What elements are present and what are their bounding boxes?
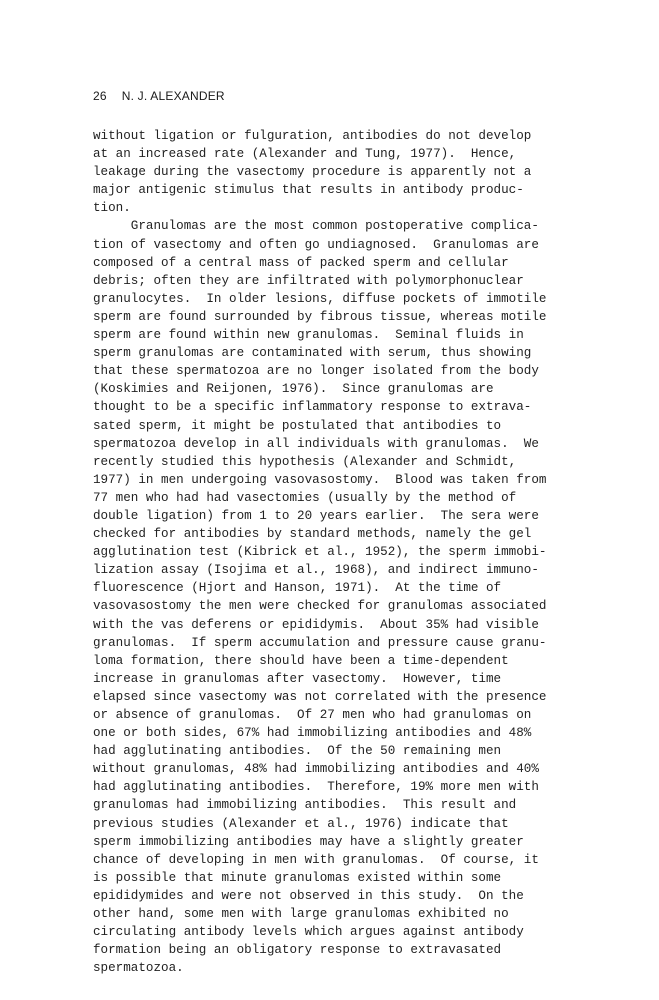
text-line: 77 men who had had vasectomies (usually by the method of — [93, 490, 517, 505]
paragraph — [93, 127, 653, 217]
text-line: formation being an obligatory response to extravasated — [93, 943, 502, 958]
text-line: thought to be a specific inflammatory response to extrava- — [93, 400, 532, 415]
text-line: checked for antibodies by standard methods, namely the gel — [93, 527, 532, 542]
text-line: Granulomas are the most common postoperative complica- — [93, 219, 539, 234]
text-line: (Koskimies and Reijonen, 1976). Since granulomas are — [93, 382, 494, 397]
text-line: tion. — [93, 201, 131, 216]
text-line: increase in granulomas after vasectomy. However, time — [93, 671, 502, 686]
text-line: fluorescence (Hjort and Hanson, 1971). At the time of — [93, 581, 502, 596]
page-number: 26 — [93, 89, 107, 103]
text-line: at an increased rate (Alexander and Tung, 1977). Hence, — [93, 147, 517, 162]
text-line: or absence of granulomas. Of 27 men who had granulomas on — [93, 708, 532, 722]
text-line: debris; often they are infiltrated with polymorphonuclear — [93, 273, 524, 288]
text-line: recently studied this hypothesis (Alexander and Schmidt, — [93, 454, 517, 469]
text-line: lization assay (Isojima et al., 1968), and indirect immuno- — [93, 563, 539, 578]
text-line: granulomas had immobilizing antibodies. This result and — [93, 798, 517, 813]
text-line: 1977) in men undergoing vasovasostomy. Blood was taken from — [93, 472, 547, 487]
text-line: sperm are found within new granulomas. Seminal fluids in — [93, 328, 524, 343]
text-line: had agglutinating antibodies. Therefore, 19% more men with — [93, 780, 539, 795]
body-text — [93, 127, 653, 977]
text-line: composed of a central mass of packed sperm and cellular — [93, 255, 509, 270]
text-line: granulocytes. In older lesions, diffuse pockets of immotile — [93, 291, 547, 306]
text-line: tion of vasectomy and often go undiagnosed. Granulomas are — [93, 237, 539, 252]
text-line: agglutination test (Kibrick et al., 1952), the sperm immobi- — [93, 545, 547, 560]
paragraph — [93, 217, 653, 977]
text-line: sperm granulomas are contaminated with serum, thus showing — [93, 346, 532, 361]
text-line: vasovasostomy the men were checked for granulomas associated — [93, 599, 547, 614]
text-line: is possible that minute granulomas existed within some — [93, 870, 502, 885]
text-line: double ligation) from 1 to 20 years earlier. The sera were — [93, 508, 539, 523]
running-head-author: N. J. ALEXANDER — [121, 89, 225, 103]
text-line: circulating antibody levels which argues against antibody — [93, 925, 524, 940]
text-line: granulomas. If sperm accumulation and pressure cause granu- — [93, 635, 547, 650]
text-line: major antigenic stimulus that results in antibody produc- — [93, 183, 524, 198]
text-line: spermatozoa. — [93, 961, 184, 976]
text-line: loma formation, there should have been a time-dependent — [93, 653, 509, 668]
text-line: with the vas deferens or epididymis. About 35% had visible — [93, 617, 539, 632]
running-head — [93, 89, 225, 103]
text-line: sperm immobilizing antibodies may have a slightly greater — [93, 834, 524, 849]
text-line: without granulomas, 48% had immobilizing antibodies and 40% — [93, 762, 539, 777]
text-line: other hand, some men with large granulomas exhibited no — [93, 907, 509, 922]
text-line: that these spermatozoa are no longer isolated from the body — [93, 364, 539, 379]
text-line: sated sperm, it might be postulated that antibodies to — [93, 418, 502, 433]
text-line: without ligation or fulguration, antibodies do not develop — [93, 129, 532, 143]
text-line: one or both sides, 67% had immobilizing antibodies and 48% — [93, 726, 532, 741]
text-line: spermatozoa develop in all individuals with granulomas. We — [93, 436, 539, 451]
text-line: sperm are found surrounded by fibrous tissue, whereas motile — [93, 309, 547, 324]
text-line: elapsed since vasectomy was not correlated with the presence — [93, 689, 547, 704]
text-line: chance of developing in men with granulomas. Of course, it — [93, 852, 539, 867]
text-line: previous studies (Alexander et al., 1976) indicate that — [93, 816, 509, 831]
text-line: had agglutinating antibodies. Of the 50 remaining men — [93, 744, 502, 759]
text-line: leakage during the vasectomy procedure is apparently not a — [93, 165, 532, 180]
text-line: epididymides and were not observed in this study. On the — [93, 888, 524, 903]
